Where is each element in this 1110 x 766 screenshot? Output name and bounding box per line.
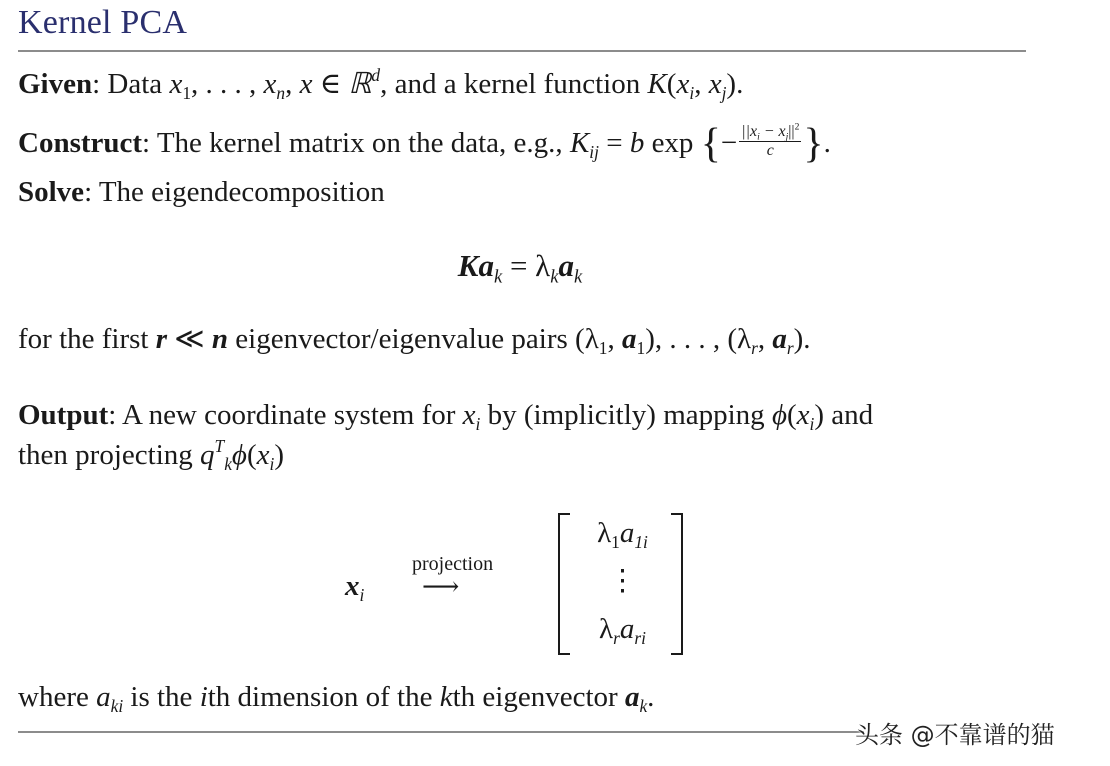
given-text: , and a kernel function [380,68,648,100]
output-label: Output [18,399,109,431]
sub: r [613,628,620,649]
num-part: || [788,122,795,140]
fraction-numerator [739,123,801,142]
num-part: − x [759,122,786,140]
math-a: a [478,248,494,283]
right-bracket [671,513,683,655]
sub: 1 [598,338,608,359]
math-q: q [200,439,215,471]
text: where [18,681,97,713]
vector-entry-r [575,613,670,649]
math-K: K [647,68,667,100]
watermark: 头条 @不靠谱的猫 [855,721,1055,749]
sup: d [371,64,381,85]
construct-text: : The kernel matrix on the data, e.g., [142,126,570,159]
sub: i [809,414,815,435]
math-n: n [211,323,229,355]
text: ) [274,439,284,471]
first-r-line [18,321,811,359]
math-a: a [619,613,635,645]
projection-label: projection [412,553,494,575]
text: : A new coordinate system for [108,399,463,431]
sub: i [757,131,760,143]
construct-text: = [598,126,630,159]
sub: 1 [611,532,620,553]
given-text: , [694,68,709,100]
sub: 1i [634,532,648,553]
math-x: x [796,399,810,431]
sub: 1 [182,83,192,104]
sub: n [276,83,286,104]
math-phi: ϕ [771,399,787,431]
sub: ki [110,696,124,717]
solve-label: Solve [18,176,85,208]
bottom-divider [18,731,864,733]
sub: k [224,454,232,475]
vector-ellipsis: ⋮ [608,565,637,597]
left-bracket [558,513,570,655]
text: ) and [814,399,874,431]
brace-close: } [803,121,824,167]
projection-mapping [0,505,1110,665]
text: ), . . . , (λ [645,323,752,355]
text: by (implicitly) mapping [480,399,772,431]
long-right-arrow-icon: ⟶ [422,572,460,601]
math-x: x [256,439,270,471]
math-a: a [96,681,111,713]
sub: k [573,266,583,288]
given-text: ). [726,68,744,100]
output-line-2 [18,435,284,475]
sub: j [721,83,727,104]
given-line [18,64,744,104]
math-x: x [676,68,690,100]
sub: r [751,338,758,359]
sup: 2 [794,121,800,133]
given-text: , [285,68,300,100]
output-line [18,399,874,435]
num-part: ||x [741,122,758,140]
math-x: x [169,68,183,100]
construct-text: exp [644,126,701,159]
text: is the [123,681,200,713]
given-text: ( [666,68,677,100]
fraction [739,123,801,160]
sub: k [550,266,559,288]
math-K: K [569,126,590,159]
solve-line [18,176,385,209]
sub: i [359,585,365,606]
sub: i [689,83,695,104]
math-a: a [624,681,640,713]
construct-line [18,120,831,168]
sub: k [493,266,503,288]
den-part: c [766,141,774,159]
title-divider [18,50,1026,52]
math-a: a [558,248,574,283]
minus: − [720,126,738,159]
math-x: x [708,68,722,100]
slide-title: Kernel PCA [18,4,188,41]
sup: T [214,435,225,456]
math-k: k [439,681,453,713]
solve-text: : The eigendecomposition [84,176,385,208]
sub: k [639,696,648,717]
eq: = λ [502,248,551,283]
where-line [18,681,655,717]
sub: 1 [636,338,646,359]
text: eigenvector/eigenvalue pairs (λ [228,323,599,355]
much-less: ≪ [167,323,212,355]
math-phi: ϕ [231,439,247,471]
math-b: b [629,126,645,159]
period: . [823,126,831,159]
text: th eigenvector [452,681,625,713]
lambda: λ [597,517,612,549]
math-i: i [199,681,208,713]
math-x: x [263,68,277,100]
sub: i [269,454,275,475]
brace-open: { [700,121,721,167]
sub: i [475,414,481,435]
lambda: λ [599,613,614,645]
given-label: Given [18,68,93,100]
math-x: x [345,570,360,602]
math-a: a [621,323,637,355]
construct-label: Construct [18,126,143,159]
eigen-equation [0,248,1040,288]
math-a: a [772,323,787,355]
math-x-in-r: x ∈ ℝ [299,68,372,100]
text: ( [786,399,797,431]
text: , [607,323,622,355]
math-K: K [457,248,479,283]
text: ( [246,439,257,471]
math-x: x [462,399,476,431]
mapping-input [345,570,365,606]
text: then projecting [18,439,201,471]
math-r: r [155,323,168,355]
math-a: a [619,517,635,549]
vector-entry-1 [575,517,670,553]
sub: j [785,131,789,143]
sub: r [786,338,794,359]
text: ). [793,323,811,355]
sub: ri [634,628,646,649]
text: th dimension of the [207,681,440,713]
text: for the first [18,323,156,355]
fraction-denominator [739,142,801,160]
given-text: , . . . , [191,68,264,100]
sub: ij [589,142,599,163]
text: , [757,323,773,355]
text: . [647,681,655,713]
given-text: : Data [92,68,170,100]
